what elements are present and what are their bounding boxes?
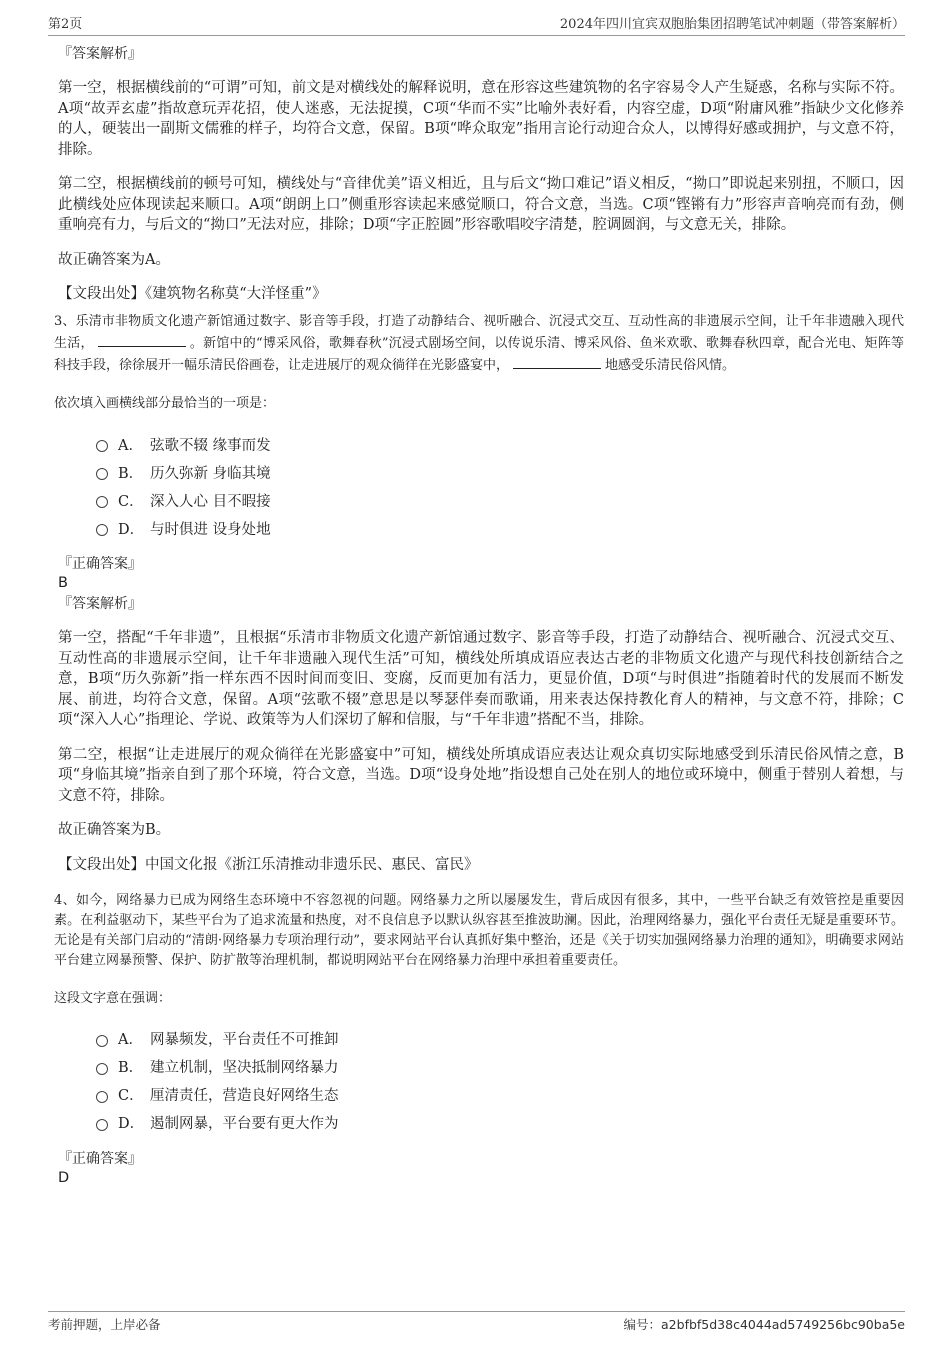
fill-blank — [513, 354, 601, 369]
option-c[interactable]: C． 厘清责任，营造良好网络生态 — [96, 1081, 904, 1109]
page-number: 第2页 — [48, 17, 83, 32]
radio-icon[interactable] — [96, 496, 108, 508]
correct-answer: D — [58, 1169, 70, 1186]
radio-icon[interactable] — [96, 440, 108, 452]
document-title: 2024年四川宜宾双胞胎集团招聘笔试冲刺题（带答案解析） — [559, 17, 905, 32]
radio-icon[interactable] — [96, 468, 108, 480]
radio-icon[interactable] — [96, 1119, 108, 1131]
option-b[interactable]: B． 建立机制，坚决抵制网络暴力 — [96, 1053, 904, 1081]
question-4-options — [96, 1025, 904, 1137]
page-header — [48, 10, 905, 36]
option-b[interactable]: B． 历久弥新 身临其境 — [96, 458, 904, 486]
analysis-label: 『答案解析』 — [58, 46, 142, 62]
analysis-conclusion: 故正确答案为A。 — [58, 251, 170, 268]
radio-icon[interactable] — [96, 1063, 108, 1075]
analysis-paragraph: 第一空，搭配“千年非遗”，且根据“乐清市非物质文化遗产新馆通过数字、影音等手段，打造了动静结合、视听融合、沉浸式交互、互动性高的非遗展示空间，让千年非遗融入现代生活”可知，横线处所填成语应表达古老的非物质文化遗产与现代科技创新结合之意，B项“历久弥新”指一样东西不因时间而变旧、变腐，反而更加有活力，更显价值，D项“与时俱进”指随着时代的发展而不断发展、前进，均符合文意，保留。A项“弦歌不辍”意思是以琴瑟伴奏而歌诵，用来表达保持教化育人的精神，与文意不符，排除；C项“深入人心”指理论、学说、政策等为人们深切了解和信服，与“千年非遗”搭配不当，排除。 — [58, 630, 904, 728]
correct-answer-label: 『正确答案』 — [58, 556, 142, 572]
question-3-prompt: 依次填入画横线部分最恰当的一项是： — [54, 396, 276, 411]
radio-icon[interactable] — [96, 1091, 108, 1103]
radio-icon[interactable] — [96, 524, 108, 536]
radio-icon[interactable] — [96, 1035, 108, 1047]
analysis-paragraph: 第二空，根据横线前的顿号可知，横线处与“音律优美”语义相近，且与后文“拗口难记”语义相反，“拗口”即说起来别扭，不顺口，因此横线处应体现读起来顺口。A项“朗朗上口”侧重形容读起来感觉顺口，符合文意，当选。C项“铿锵有力”形容声音响亮而有劲，侧重响亮有力，与后文的“拗口”无法对应，排除；D项“字正腔圆”形容歌唱咬字清楚，腔调圆润，与文意无关，排除。 — [58, 176, 904, 233]
analysis-label: 『答案解析』 — [58, 596, 142, 612]
fill-blank — [98, 332, 186, 347]
analysis-paragraph: 第二空，根据“让走进展厅的观众徜徉在光影盛宴中”可知，横线处所填成语应表达让观众真切实际地感受到乐清民俗风情之意，B项“身临其境”指亲自到了那个环境，符合文意，当选。D项“设身处地”指设想自己处在别人的地位或环境中，侧重于替别人着想，与文意不符，排除。 — [58, 746, 904, 804]
document-id: 编号：a2bfbf5d38c4044ad5749256bc90ba5e — [623, 1317, 905, 1332]
analysis-paragraph: 第一空，根据横线前的“可谓”可知，前文是对横线处的解释说明，意在形容这些建筑物的名字容易令人产生疑惑，名称与实际不符。A项“故弄玄虚”指故意玩弄花招，使人迷惑，无法捉摸，C项“华而不实”比喻外表好看，内容空虚，D项“附庸风雅”指缺少文化修养的人，硬装出一副斯文儒雅的样子，均符合文意，保留。B项“哗众取宠”指用言论行动迎合众人，以博得好感或拥护，与文意不符，排除。 — [58, 80, 904, 158]
question-3-options — [96, 430, 904, 542]
option-d[interactable]: D． 遏制网暴，平台要有更大作为 — [96, 1109, 904, 1137]
page-footer — [48, 1311, 905, 1333]
footer-slogan: 考前押题，上岸必备 — [48, 1317, 161, 1332]
source-citation: 【文段出处】中国文化报《浙江乐清推动非遗乐民、惠民、富民》 — [58, 856, 479, 873]
option-a[interactable]: A． 弦歌不辍 缘事而发 — [96, 430, 904, 458]
question-4-text: 4、如今，网络暴力已成为网络生态环境中不容忽视的问题。网络暴力之所以屡屡发生，背后成因有很多，其中，一些平台缺乏有效管控是重要因素。在利益驱动下，某些平台为了追求流量和热度，对不良信息予以默认纵容甚至推波助澜。因此，治理网络暴力，强化平台责任无疑是重要环节。无论是有关部门启动的“清朗·网络暴力专项治理行动”，要求网站平台认真抓好集中整治，还是《关于切实加强网络暴力治理的通知》，明确要求网站平台建立网暴预警、保护、防扩散等治理机制，都说明网站平台在网络暴力治理中承担着重要责任。 — [54, 892, 904, 968]
correct-answer: B — [58, 575, 68, 591]
option-d[interactable]: D． 与时俱进 设身处地 — [96, 514, 904, 542]
option-c[interactable]: C． 深入人心 目不暇接 — [96, 486, 904, 514]
option-a[interactable]: A． 网暴频发，平台责任不可推卸 — [96, 1025, 904, 1053]
analysis-conclusion: 故正确答案为B。 — [58, 822, 171, 838]
source-citation: 【文段出处】《建筑物名称莫“大洋怪重”》 — [58, 286, 327, 302]
question-3-text: 3、乐清市非物质文化遗产新馆通过数字、影音等手段，打造了动静结合、视听融合、沉浸式交互、互动性高的非遗展示空间，让千年非遗融入现代生活， 。新馆中的“博采风俗，歌舞春秋”沉浸式剧场空间，以传说乐清、博采风俗、鱼米欢歌、歌舞春秋四章，配合光电、矩阵等科技手段，徐徐展开一幅乐清民俗画卷，让走进展厅的观众徜徉在光影盛宴中， 地感受乐清民俗风情。 — [54, 314, 904, 373]
page-content — [56, 44, 904, 1187]
question-4-prompt: 这段文字意在强调： — [54, 990, 172, 1006]
correct-answer-label: 『正确答案』 — [58, 1150, 142, 1167]
